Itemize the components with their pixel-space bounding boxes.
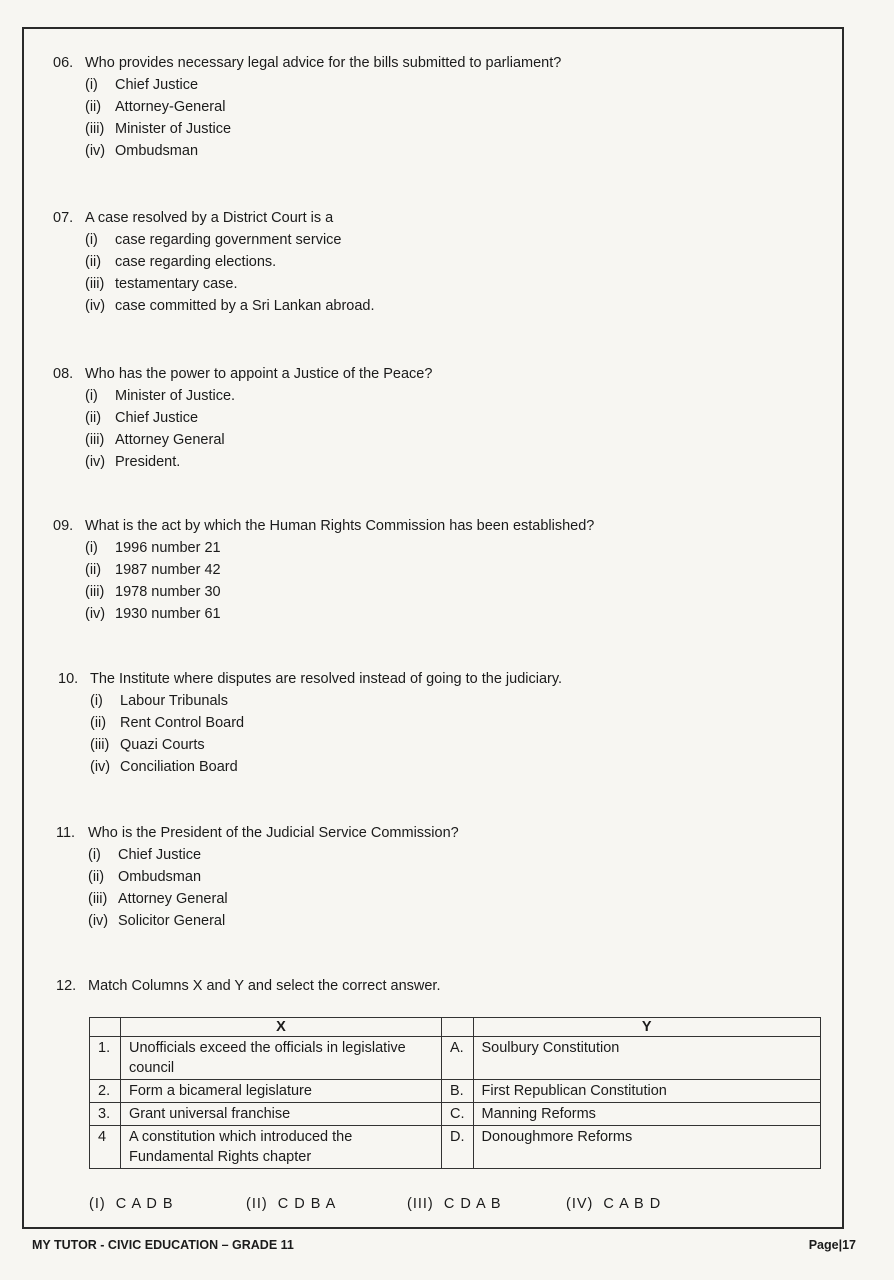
option: (iv) Solicitor General <box>88 913 226 929</box>
question-stem: 12. Match Columns X and Y and select the correct answer. <box>56 978 441 994</box>
option: (i) Minister of Justice. <box>85 388 236 404</box>
option: (iv) Ombudsman <box>85 143 199 159</box>
option: (iv) President. <box>85 454 181 470</box>
option: (ii) Chief Justice <box>85 410 199 426</box>
option: (iv) 1930 number 61 <box>85 606 221 622</box>
question-06 <box>53 52 561 162</box>
table-row: 1. Unofficials exceed the officials in legislative council A. Soulbury Constitution <box>90 1037 821 1080</box>
table-row: 2. Form a bicameral legislature B. First Republican Constitution <box>90 1080 821 1103</box>
option: (i) 1996 number 21 <box>85 540 221 556</box>
option: (i) case regarding government service <box>85 232 342 248</box>
match-table <box>89 1017 821 1169</box>
question-07 <box>53 207 375 317</box>
table-row: 4 A constitution which introduced the Fundamental Rights chapter D. Donoughmore Reforms <box>90 1126 821 1169</box>
question-stem: 09. What is the act by which the Human Rights Commission has been established? <box>53 518 595 534</box>
option: (ii) 1987 number 42 <box>85 562 221 578</box>
option: (iv) Conciliation Board <box>90 759 238 775</box>
answer-option-1: (I) C A D B <box>89 1196 174 1212</box>
question-stem: 11. Who is the President of the Judicial Service Commission? <box>56 825 459 841</box>
option: (i) Chief Justice <box>88 847 202 863</box>
answer-option-2: (II) C D B A <box>246 1196 337 1212</box>
option: (ii) case regarding elections. <box>85 254 277 270</box>
option: (i) Labour Tribunals <box>90 693 229 709</box>
question-stem: 10. The Institute where disputes are resolved instead of going to the judiciary. <box>58 671 563 687</box>
option: (iii) Attorney General <box>85 432 225 448</box>
column-x-header: X <box>121 1018 442 1037</box>
question-stem: 06. Who provides necessary legal advice for the bills submitted to parliament? <box>53 55 562 71</box>
option: (ii) Attorney-General <box>85 99 226 115</box>
table-row: 3. Grant universal franchise C. Manning Reforms <box>90 1103 821 1126</box>
option: (iii) 1978 number 30 <box>85 584 221 600</box>
answer-option-4: (IV) C A B D <box>566 1196 662 1212</box>
question-11 <box>56 822 459 932</box>
column-y-header: Y <box>473 1018 821 1037</box>
option: (iv) case committed by a Sri Lankan abroad. <box>85 298 375 314</box>
option: (i) Chief Justice <box>85 77 199 93</box>
option: (iii) Quazi Courts <box>90 737 205 753</box>
option: (ii) Ombudsman <box>88 869 202 885</box>
option: (iii) testamentary case. <box>85 276 238 292</box>
question-10 <box>58 668 562 778</box>
option: (iii) Minister of Justice <box>85 121 232 137</box>
page-number: Page|17 <box>808 1238 856 1252</box>
option: (iii) Attorney General <box>88 891 228 907</box>
question-09 <box>53 515 594 625</box>
question-12 <box>56 975 440 997</box>
footer-title: MY TUTOR - CIVIC EDUCATION – GRADE 11 <box>32 1238 294 1252</box>
question-stem: 08. Who has the power to appoint a Justice of the Peace? <box>53 366 433 382</box>
question-stem: 07. A case resolved by a District Court is a <box>53 210 334 226</box>
question-08 <box>53 363 432 473</box>
option: (ii) Rent Control Board <box>90 715 245 731</box>
answer-option-3: (III) C D A B <box>407 1196 502 1212</box>
